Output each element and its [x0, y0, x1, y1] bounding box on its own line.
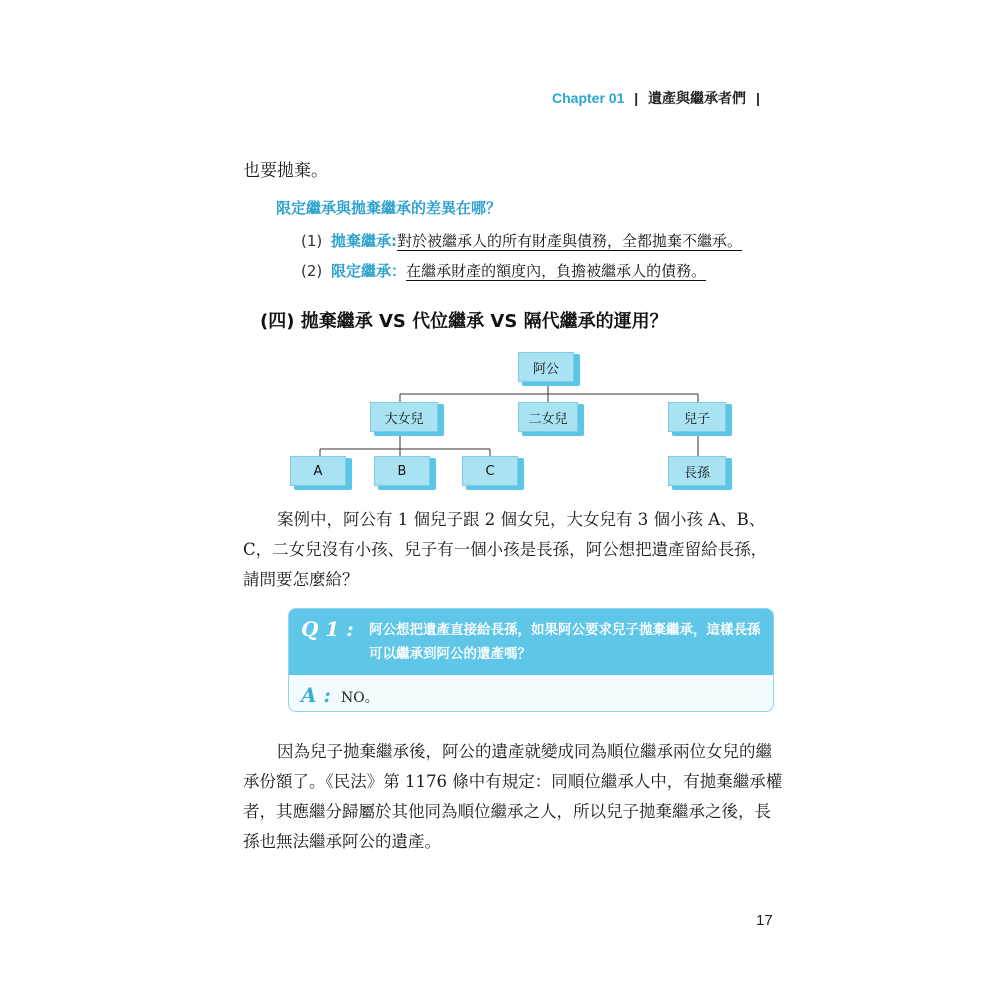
- definition-number: (2): [301, 262, 323, 280]
- definition-term: 限定繼承: [331, 262, 392, 280]
- answer-label: A :: [301, 683, 331, 707]
- definition-number: (1): [301, 232, 323, 250]
- page-number: 17: [756, 912, 773, 929]
- case-text: 案例中，阿公有 1 個兒子跟 2 個女兒，大女兒有 3 個小孩 A、B、C，二女兒沒有小孩、兒子有一個小孩是長孫，阿公想把遺產留給長孫，請問要怎麼給？: [243, 510, 768, 589]
- tree-node-eldest-daughter: 大女兒: [370, 402, 438, 432]
- tree-node-grandchild-b: B: [374, 456, 430, 486]
- question-band: [289, 609, 773, 675]
- header-end-bar: |: [755, 90, 760, 106]
- tree-node-grandchild-a: A: [290, 456, 346, 486]
- section-title: (四) 拋棄繼承 VS 代位繼承 VS 隔代繼承的運用？: [260, 311, 668, 332]
- chapter-title: 遺產與繼承者們: [648, 90, 747, 106]
- question-heading: 限定繼承與拋棄繼承的差異在哪？: [276, 199, 502, 217]
- definition-term: 拋棄繼承: [331, 232, 392, 250]
- explanation-paragraph: [243, 737, 783, 857]
- tree-node-grandfather: 阿公: [518, 352, 574, 382]
- tree-node-eldest-grandson: 長孫: [668, 456, 726, 486]
- continued-text: 也要拋棄。: [243, 161, 328, 181]
- definition-description: 在繼承財產的額度內，負擔被繼承人的債務。: [406, 262, 707, 280]
- tree-node-grandchild-c: C: [462, 456, 518, 486]
- answer-text: NO。: [341, 690, 379, 706]
- case-paragraph: [243, 505, 783, 595]
- chapter-label: Chapter 01: [552, 90, 625, 106]
- tree-node-son: 兒子: [668, 402, 726, 432]
- tree-node-second-daughter: 二女兒: [518, 402, 578, 432]
- header-separator: |: [634, 90, 639, 106]
- qa-box: [288, 608, 774, 712]
- question-label: Q 1 :: [301, 617, 354, 641]
- explanation-text: 因為兒子拋棄繼承後，阿公的遺產就變成同為順位繼承兩位女兒的繼承份額了。《民法》第 1176 條中有規定：同順位繼承人中，有拋棄繼承權者，其應繼分歸屬於其他同為順位繼承之人，所以兒子拋棄繼承之後，長孫也無法繼承阿公的遺產。: [243, 742, 783, 851]
- definition-separator: :: [391, 232, 398, 250]
- question-text: 阿公想把遺產直接給長孫，如果阿公要求兒子拋棄繼承，這樣長孫可以繼承到阿公的遺產嗎？: [369, 622, 761, 662]
- definition-description: 對於被繼承人的所有財產與債務，全都拋棄不繼承。: [397, 232, 743, 250]
- definition-separator: ：: [391, 262, 407, 280]
